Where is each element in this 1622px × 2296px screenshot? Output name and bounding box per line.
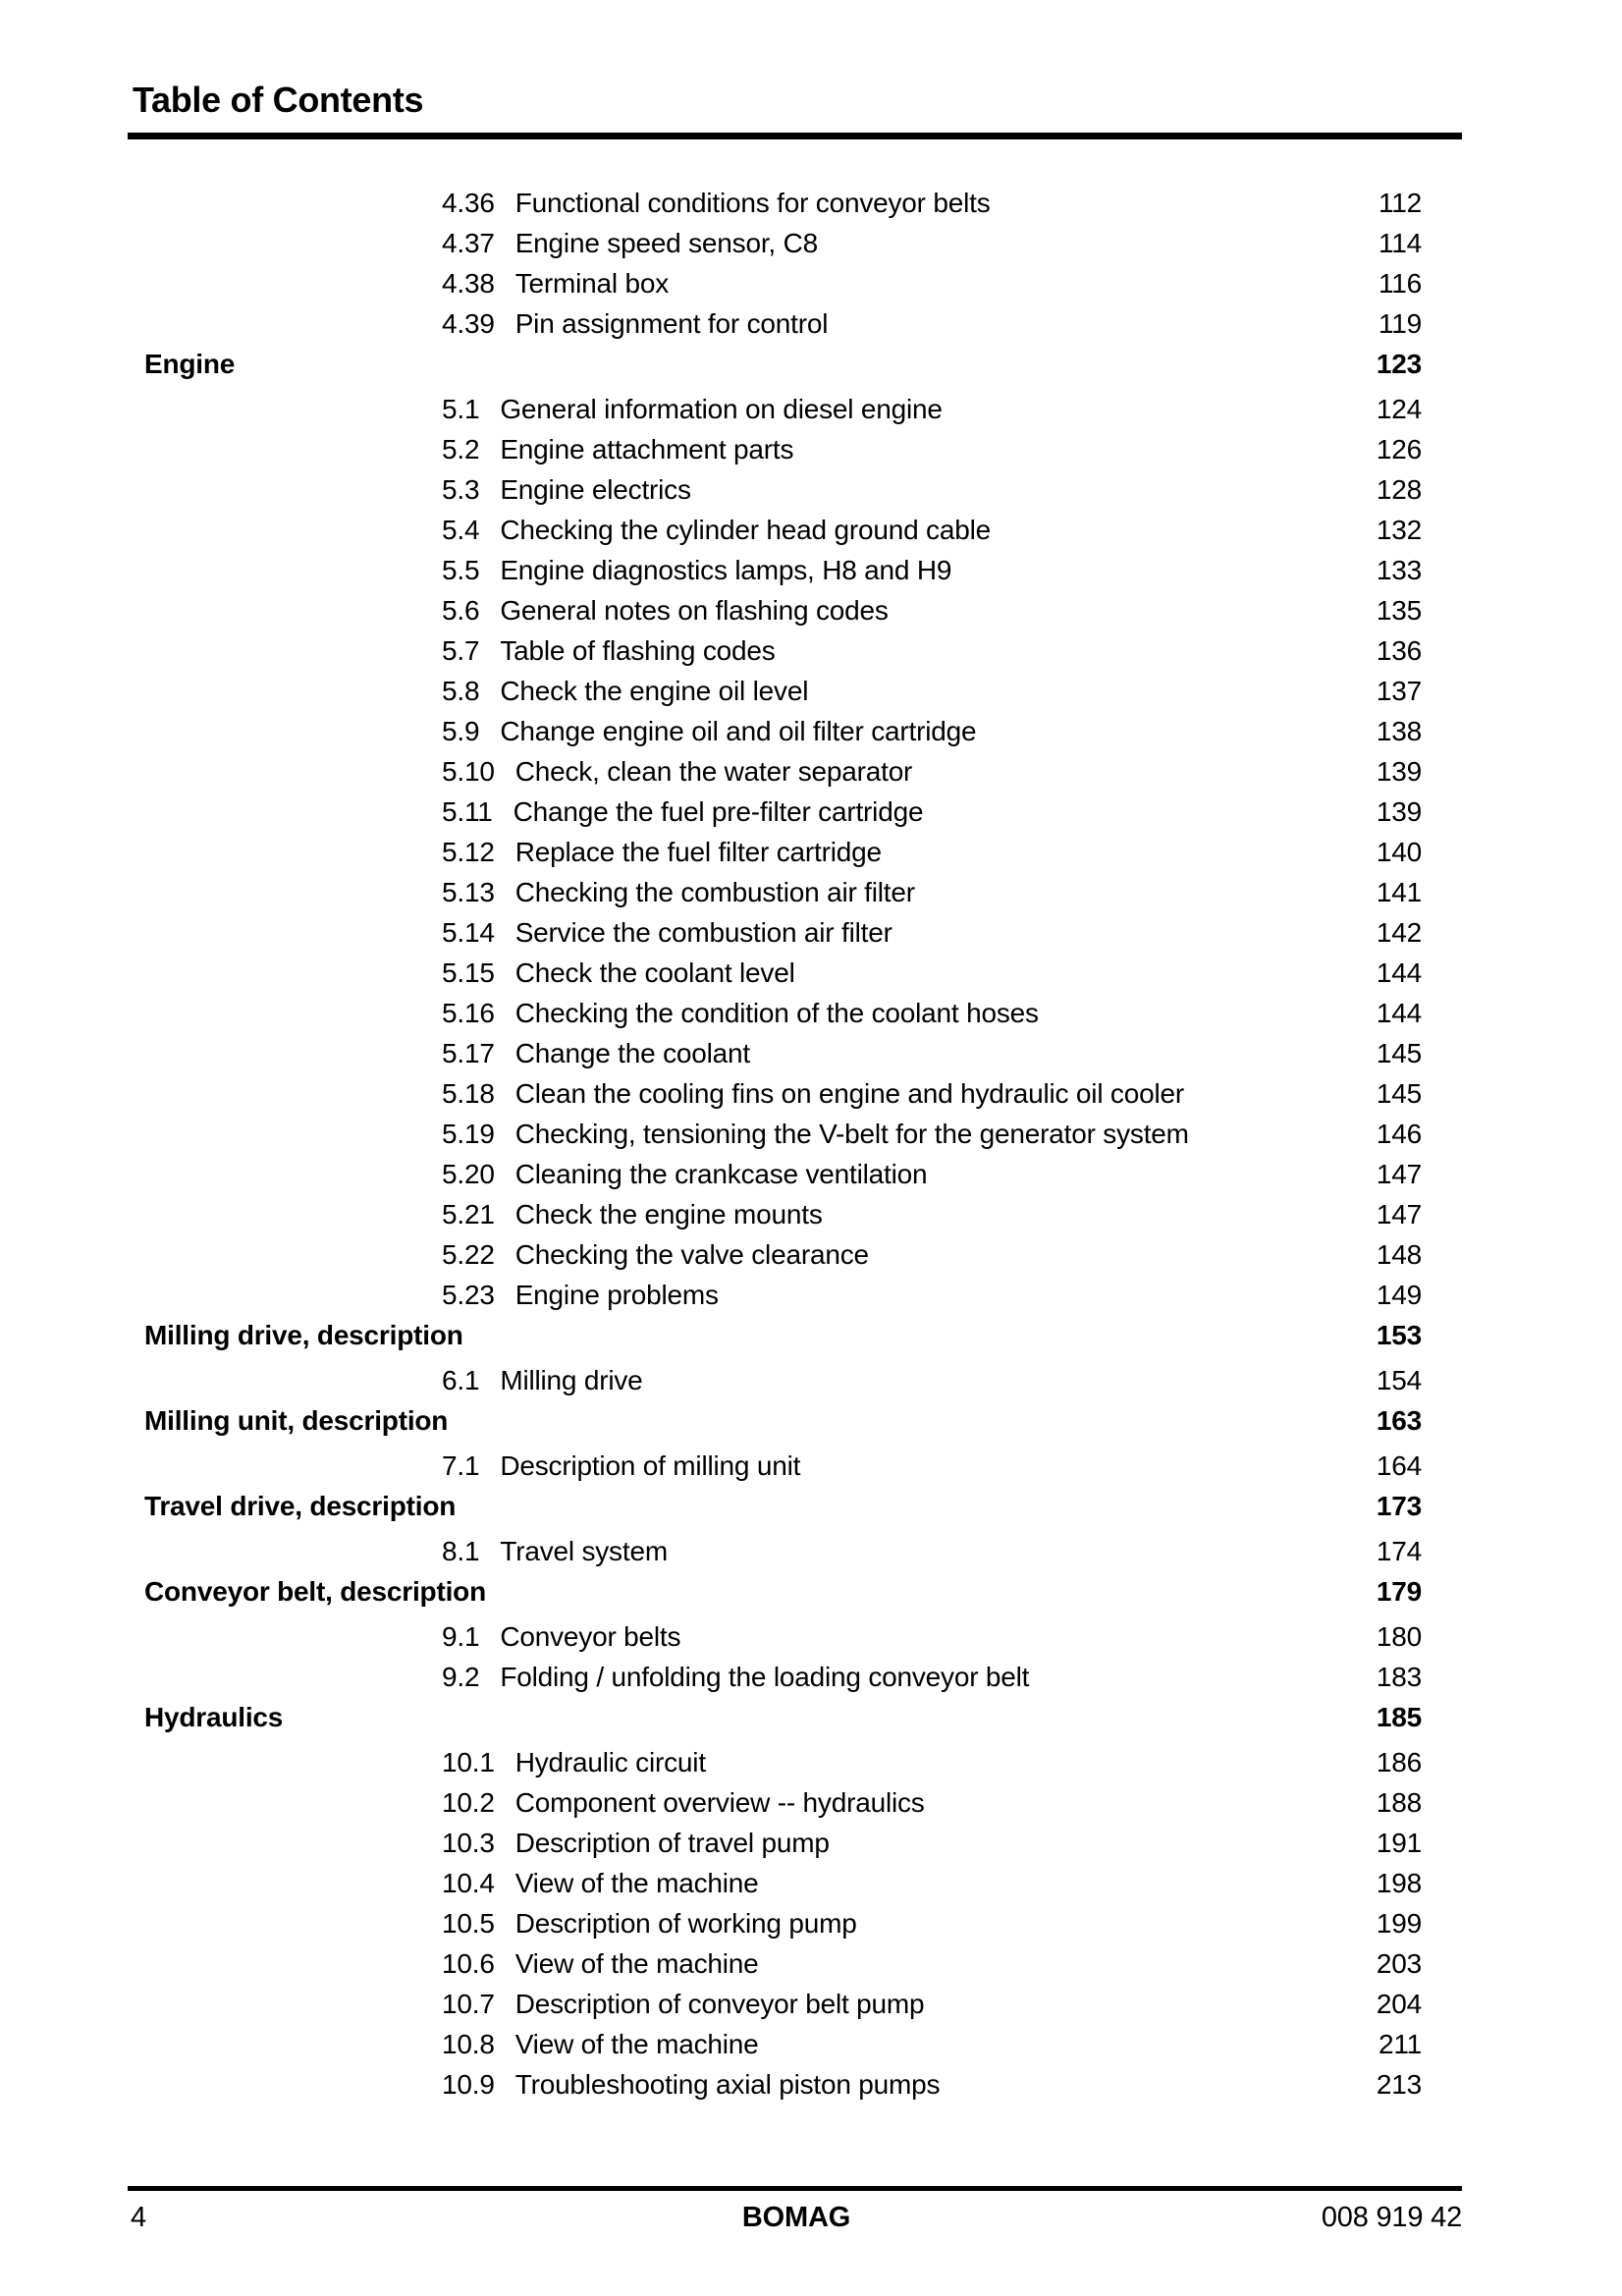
toc-entry-title: General information on diesel engine xyxy=(500,394,943,425)
toc-entry-page: 149 xyxy=(1376,1280,1422,1311)
toc-entry-row xyxy=(128,390,1462,430)
toc-entry-row xyxy=(128,793,1462,833)
toc-section-row xyxy=(128,1487,1462,1527)
toc-entry-page: 203 xyxy=(1376,1948,1422,1980)
toc-entry-row xyxy=(128,1985,1462,2025)
toc-entry-title: Clean the cooling fins on engine and hydraulic oil cooler xyxy=(514,1078,1184,1110)
toc-entry-row xyxy=(128,224,1462,264)
toc-entry-title: Description of conveyor belt pump xyxy=(514,1989,925,2020)
toc-entry-title: Component overview -- hydraulics xyxy=(514,1787,925,1819)
toc-entry-number: 5.17 xyxy=(442,1038,495,1069)
toc-entry-number: 9.2 xyxy=(442,1662,480,1693)
toc-entry-page: 116 xyxy=(1378,268,1422,300)
toc-entry-title: Checking the valve clearance xyxy=(514,1239,869,1271)
toc-entry-row xyxy=(128,2065,1462,2105)
toc-entry-row xyxy=(128,913,1462,954)
toc-entry-number: 4.37 xyxy=(442,228,495,259)
toc-entry-page: 164 xyxy=(1376,1450,1422,1482)
toc-entry-page: 135 xyxy=(1376,595,1422,627)
toc-entry-title: Milling drive xyxy=(500,1365,643,1396)
page-title: Table of Contents xyxy=(133,80,424,120)
toc-entry-number: 4.39 xyxy=(442,308,495,340)
toc-entry-number: 5.21 xyxy=(442,1199,495,1230)
document-page xyxy=(128,0,1462,2105)
toc-entry-row xyxy=(128,1034,1462,1074)
toc-entry-page: 139 xyxy=(1376,756,1422,788)
toc-entry-number: 5.11 xyxy=(442,796,493,828)
toc-entry-page: 198 xyxy=(1376,1868,1422,1899)
toc-entry-row xyxy=(128,873,1462,913)
toc-entry-page: 188 xyxy=(1376,1787,1422,1819)
toc-entry-title: View of the machine xyxy=(514,2029,759,2060)
toc-entry-page: 138 xyxy=(1376,716,1422,747)
toc-entry-number: 5.18 xyxy=(442,1078,495,1110)
toc-entry-page: 154 xyxy=(1376,1365,1422,1396)
toc-entry-row xyxy=(128,2025,1462,2065)
toc-entry-page: 140 xyxy=(1376,837,1422,868)
toc-entry-number: 5.16 xyxy=(442,998,495,1029)
toc-entry-row xyxy=(128,954,1462,994)
toc-entry-title: Engine problems xyxy=(514,1280,719,1311)
toc-entry-number: 10.3 xyxy=(442,1828,495,1859)
toc-entry-title: Table of flashing codes xyxy=(500,635,776,667)
toc-entry-page: 145 xyxy=(1376,1038,1422,1069)
toc-entry-page: 211 xyxy=(1378,2029,1422,2060)
toc-entry-row xyxy=(128,1074,1462,1115)
toc-entry-page: 136 xyxy=(1376,635,1422,667)
toc-entry-number: 10.7 xyxy=(442,1989,495,2020)
toc-entry-row xyxy=(128,1155,1462,1195)
toc-entry-title: Travel system xyxy=(500,1536,668,1567)
toc-entry-page: 126 xyxy=(1376,434,1422,465)
toc-entry-row xyxy=(128,1824,1462,1864)
toc-entry-page: 142 xyxy=(1376,917,1422,949)
toc-entry-row xyxy=(128,1276,1462,1316)
toc-entry-row xyxy=(128,631,1462,672)
toc-entry-row xyxy=(128,672,1462,712)
toc-section-page: 185 xyxy=(1376,1702,1422,1733)
toc-entry-row xyxy=(128,1658,1462,1698)
toc-entry-number: 4.38 xyxy=(442,268,495,300)
toc-entry-row xyxy=(128,1532,1462,1572)
toc-entry-row xyxy=(128,994,1462,1034)
toc-entry-title: Description of travel pump xyxy=(514,1828,830,1859)
toc-section-title: Milling unit, description xyxy=(144,1405,449,1437)
toc-list xyxy=(128,184,1462,2105)
toc-entry-row xyxy=(128,264,1462,304)
toc-entry-page: 174 xyxy=(1376,1536,1422,1567)
toc-entry-number: 5.20 xyxy=(442,1159,495,1190)
toc-entry-page: 141 xyxy=(1376,877,1422,908)
toc-entry-page: 183 xyxy=(1376,1662,1422,1693)
toc-entry-row xyxy=(128,591,1462,631)
toc-entry-page: 145 xyxy=(1376,1078,1422,1110)
toc-section-row xyxy=(128,345,1462,385)
toc-section-title: Milling drive, description xyxy=(144,1320,463,1351)
toc-entry-page: 146 xyxy=(1376,1119,1422,1150)
toc-entry-page: 144 xyxy=(1376,998,1422,1029)
toc-entry-number: 5.12 xyxy=(442,837,495,868)
toc-entry-page: 204 xyxy=(1376,1989,1422,2020)
toc-entry-title: Replace the fuel filter cartridge xyxy=(514,837,882,868)
toc-entry-number: 10.9 xyxy=(442,2069,495,2101)
toc-entry-number: 5.9 xyxy=(442,716,480,747)
toc-entry-title: Hydraulic circuit xyxy=(514,1747,706,1778)
toc-entry-number: 10.2 xyxy=(442,1787,495,1819)
toc-entry-title: Service the combustion air filter xyxy=(514,917,892,949)
toc-entry-row xyxy=(128,551,1462,591)
toc-entry-title: Check the engine mounts xyxy=(514,1199,823,1230)
toc-entry-title: Terminal box xyxy=(514,268,670,300)
toc-entry-row xyxy=(128,1235,1462,1276)
toc-entry-page: 112 xyxy=(1378,188,1422,219)
toc-entry-title: Engine diagnostics lamps, H8 and H9 xyxy=(500,555,952,586)
toc-entry-page: 132 xyxy=(1376,515,1422,546)
toc-entry-row xyxy=(128,470,1462,511)
toc-entry-title: Check the coolant level xyxy=(514,957,795,989)
toc-entry-title: General notes on flashing codes xyxy=(500,595,889,627)
toc-entry-page: 199 xyxy=(1376,1908,1422,1940)
toc-entry-page: 128 xyxy=(1376,474,1422,506)
toc-entry-title: View of the machine xyxy=(514,1868,759,1899)
page-footer xyxy=(128,2186,1462,2234)
toc-entry-page: 148 xyxy=(1376,1239,1422,1271)
toc-entry-number: 5.14 xyxy=(442,917,495,949)
toc-entry-number: 4.36 xyxy=(442,188,495,219)
toc-entry-page: 213 xyxy=(1376,2069,1422,2101)
toc-entry-number: 5.3 xyxy=(442,474,480,506)
toc-entry-row xyxy=(128,1115,1462,1155)
toc-entry-title: Checking, tensioning the V-belt for the generator system xyxy=(514,1119,1189,1150)
toc-entry-page: 133 xyxy=(1376,555,1422,586)
toc-entry-title: Change engine oil and oil filter cartridge xyxy=(500,716,977,747)
toc-entry-row xyxy=(128,1361,1462,1401)
toc-section-row xyxy=(128,1572,1462,1613)
toc-entry-title: View of the machine xyxy=(514,1948,759,1980)
toc-section-page: 153 xyxy=(1376,1320,1422,1351)
toc-entry-number: 10.6 xyxy=(442,1948,495,1980)
toc-section-row xyxy=(128,1698,1462,1738)
toc-entry-page: 139 xyxy=(1376,796,1422,828)
toc-entry-row xyxy=(128,1864,1462,1904)
toc-entry-row xyxy=(128,833,1462,873)
toc-entry-row xyxy=(128,1195,1462,1235)
toc-entry-page: 114 xyxy=(1378,228,1422,259)
toc-entry-number: 5.5 xyxy=(442,555,480,586)
toc-entry-number: 5.8 xyxy=(442,676,480,707)
toc-entry-title: Engine attachment parts xyxy=(500,434,794,465)
footer-row xyxy=(128,2202,1462,2234)
toc-section-title: Hydraulics xyxy=(144,1702,284,1733)
toc-entry-page: 180 xyxy=(1376,1621,1422,1653)
toc-entry-number: 5.22 xyxy=(442,1239,495,1271)
toc-entry-row xyxy=(128,1743,1462,1783)
toc-entry-number: 10.4 xyxy=(442,1868,495,1899)
toc-entry-row xyxy=(128,1783,1462,1824)
footer-page-number: 4 xyxy=(131,2202,146,2233)
toc-entry-number: 5.1 xyxy=(442,394,480,425)
toc-entry-number: 5.15 xyxy=(442,957,495,989)
toc-section-page: 179 xyxy=(1376,1576,1422,1608)
toc-entry-row xyxy=(128,1447,1462,1487)
toc-entry-page: 137 xyxy=(1376,676,1422,707)
toc-entry-number: 6.1 xyxy=(442,1365,480,1396)
toc-entry-title: Check, clean the water separator xyxy=(514,756,913,788)
footer-rule xyxy=(128,2186,1462,2191)
toc-entry-title: Change the fuel pre-filter cartridge xyxy=(513,796,924,828)
toc-entry-title: Folding / unfolding the loading conveyor belt xyxy=(500,1662,1030,1693)
toc-entry-row xyxy=(128,712,1462,752)
toc-entry-number: 5.13 xyxy=(442,877,495,908)
toc-entry-row xyxy=(128,304,1462,345)
toc-entry-row xyxy=(128,752,1462,793)
toc-entry-row xyxy=(128,1617,1462,1658)
toc-entry-number: 5.2 xyxy=(442,434,480,465)
toc-entry-page: 191 xyxy=(1376,1828,1422,1859)
toc-section-title: Travel drive, description xyxy=(144,1491,457,1522)
toc-section-row xyxy=(128,1401,1462,1442)
toc-entry-page: 186 xyxy=(1376,1747,1422,1778)
toc-entry-title: Change the coolant xyxy=(514,1038,750,1069)
toc-entry-page: 119 xyxy=(1378,308,1422,340)
toc-entry-row xyxy=(128,184,1462,224)
toc-entry-number: 5.19 xyxy=(442,1119,495,1150)
toc-entry-row xyxy=(128,430,1462,470)
toc-entry-title: Checking the cylinder head ground cable xyxy=(500,515,991,546)
toc-section-row xyxy=(128,1316,1462,1356)
footer-brand: BOMAG xyxy=(741,2202,851,2233)
toc-entry-row xyxy=(128,1944,1462,1985)
toc-section-title: Conveyor belt, description xyxy=(144,1576,486,1608)
toc-entry-number: 5.23 xyxy=(442,1280,495,1311)
toc-section-page: 173 xyxy=(1376,1491,1422,1522)
toc-entry-title: Check the engine oil level xyxy=(500,676,809,707)
toc-entry-number: 5.10 xyxy=(442,756,495,788)
toc-entry-title: Engine speed sensor, C8 xyxy=(514,228,818,259)
toc-entry-title: Engine electrics xyxy=(500,474,691,506)
header-rule xyxy=(128,133,1462,139)
toc-entry-page: 147 xyxy=(1376,1159,1422,1190)
toc-entry-number: 7.1 xyxy=(442,1450,480,1482)
toc-entry-number: 5.4 xyxy=(442,515,480,546)
toc-entry-row xyxy=(128,1904,1462,1944)
toc-entry-title: Cleaning the crankcase ventilation xyxy=(514,1159,928,1190)
toc-entry-title: Description of milling unit xyxy=(500,1450,801,1482)
toc-entry-page: 124 xyxy=(1376,394,1422,425)
toc-entry-number: 10.1 xyxy=(442,1747,495,1778)
toc-entry-number: 10.8 xyxy=(442,2029,495,2060)
toc-entry-row xyxy=(128,511,1462,551)
toc-entry-number: 5.7 xyxy=(442,635,480,667)
toc-entry-title: Functional conditions for conveyor belts xyxy=(514,188,991,219)
toc-entry-page: 147 xyxy=(1376,1199,1422,1230)
toc-entry-title: Conveyor belts xyxy=(500,1621,681,1653)
toc-entry-number: 8.1 xyxy=(442,1536,480,1567)
toc-entry-page: 144 xyxy=(1376,957,1422,989)
toc-entry-number: 9.1 xyxy=(442,1621,480,1653)
toc-entry-number: 5.6 xyxy=(442,595,480,627)
footer-doc-number: 008 919 42 xyxy=(1321,2202,1463,2233)
toc-entry-title: Pin assignment for control xyxy=(514,308,829,340)
toc-entry-title: Troubleshooting axial piston pumps xyxy=(514,2069,941,2101)
toc-entry-title: Checking the combustion air filter xyxy=(514,877,915,908)
toc-section-page: 163 xyxy=(1376,1405,1422,1437)
toc-entry-title: Checking the condition of the coolant hoses xyxy=(514,998,1039,1029)
toc-section-page: 123 xyxy=(1376,349,1422,380)
toc-entry-number: 10.5 xyxy=(442,1908,495,1940)
toc-entry-title: Description of working pump xyxy=(514,1908,857,1940)
toc-section-title: Engine xyxy=(144,349,236,380)
